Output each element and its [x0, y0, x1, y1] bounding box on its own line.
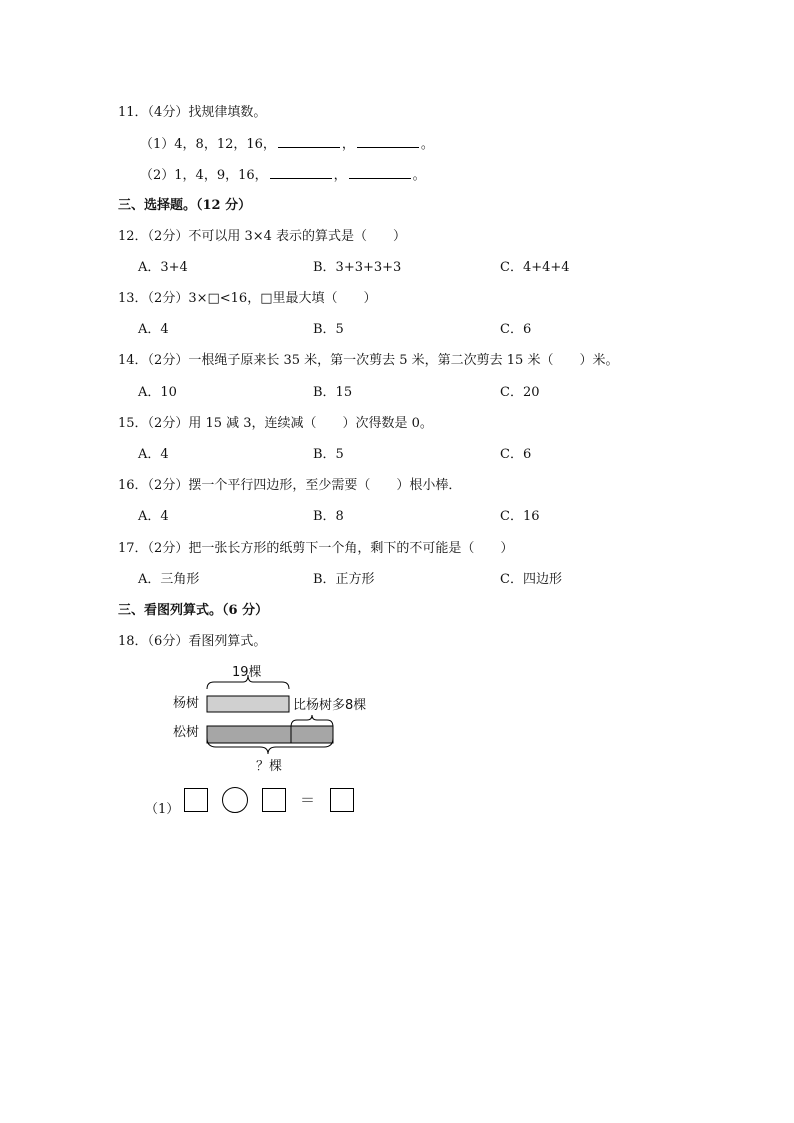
section-heading-picture-equation: 三、看图列算式。（6 分） — [118, 603, 269, 618]
equation-label: （1） — [145, 802, 180, 817]
pine-bar — [207, 726, 333, 743]
q14-option-b[interactable]: B．15 — [313, 385, 353, 400]
answer-blank[interactable] — [270, 166, 332, 179]
q15-option-c[interactable]: C．6 — [500, 447, 532, 462]
answer-circle-operator[interactable] — [222, 787, 248, 813]
q15-stem: 15．（2分）用 15 减 3，连续减（ ）次得数是 0。 — [118, 416, 433, 431]
answer-blank[interactable] — [357, 135, 419, 148]
period: 。 — [412, 168, 426, 183]
q18-stem: 18．（6分）看图列算式。 — [118, 634, 267, 649]
q14-option-c[interactable]: C．20 — [500, 385, 540, 400]
answer-blank[interactable] — [349, 166, 411, 179]
q12-option-c[interactable]: C．4+4+4 — [500, 260, 570, 275]
extra-brace — [291, 715, 333, 727]
q12-stem: 12．（2分）不可以用 3×4 表示的算式是（ ） — [118, 229, 407, 244]
q16-option-b[interactable]: B．8 — [313, 509, 344, 524]
q15-option-a[interactable]: A．4 — [138, 447, 169, 462]
q11-part2-sequence: （2）1，4，9，16， — [140, 168, 268, 183]
q12-option-b[interactable]: B．3+3+3+3 — [313, 260, 402, 275]
q13-option-b[interactable]: B．5 — [313, 322, 344, 337]
q17-option-c[interactable]: C．四边形 — [500, 572, 562, 587]
q11-stem: 11．（4分）找规律填数。 — [118, 105, 267, 120]
period: 。 — [420, 137, 434, 152]
label-more-than-poplar: 比杨树多8棵 — [293, 698, 367, 713]
q15-option-b[interactable]: B．5 — [313, 447, 344, 462]
label-unknown-total: ？棵 — [256, 759, 283, 774]
q13-stem: 13．（2分）3×□<16，□里最大填（ ） — [118, 291, 377, 306]
label-total-top: 19棵 — [232, 665, 262, 680]
label-poplar: 杨树 — [173, 696, 200, 711]
equals-sign: ＝ — [300, 791, 316, 809]
answer-box-first-number[interactable] — [184, 788, 208, 812]
q17-option-a[interactable]: A．三角形 — [138, 572, 200, 587]
q17-stem: 17．（2分）把一张长方形的纸剪下一个角，剩下的不可能是（ ） — [118, 541, 514, 556]
separator: ， — [341, 137, 355, 152]
q16-option-c[interactable]: C．16 — [500, 509, 540, 524]
q13-option-c[interactable]: C．6 — [500, 322, 532, 337]
label-pine: 松树 — [173, 725, 200, 740]
separator: ， — [333, 168, 347, 183]
answer-blank[interactable] — [278, 135, 340, 148]
q11-part1 — [140, 135, 434, 154]
poplar-bar — [207, 696, 289, 712]
q14-stem: 14．（2分）一根绳子原来长 35 米，第一次剪去 5 米，第二次剪去 15 米（ ）米。 — [118, 353, 619, 368]
q14-option-a[interactable]: A．10 — [138, 385, 177, 400]
answer-box-second-number[interactable] — [262, 788, 286, 812]
q17-option-b[interactable]: B．正方形 — [313, 572, 375, 587]
q12-option-a[interactable]: A．3+4 — [138, 260, 188, 275]
q16-option-a[interactable]: A．4 — [138, 509, 169, 524]
q13-option-a[interactable]: A．4 — [138, 322, 169, 337]
comparison-bar-diagram — [170, 662, 400, 777]
q11-part2 — [140, 166, 426, 185]
q11-part1-sequence: （1）4，8，12，16， — [140, 137, 276, 152]
section-heading-choice: 三、选择题。（12 分） — [118, 198, 252, 213]
q16-stem: 16．（2分）摆一个平行四边形，至少需要（ ）根小棒． — [118, 478, 462, 493]
answer-box-result[interactable] — [330, 788, 354, 812]
